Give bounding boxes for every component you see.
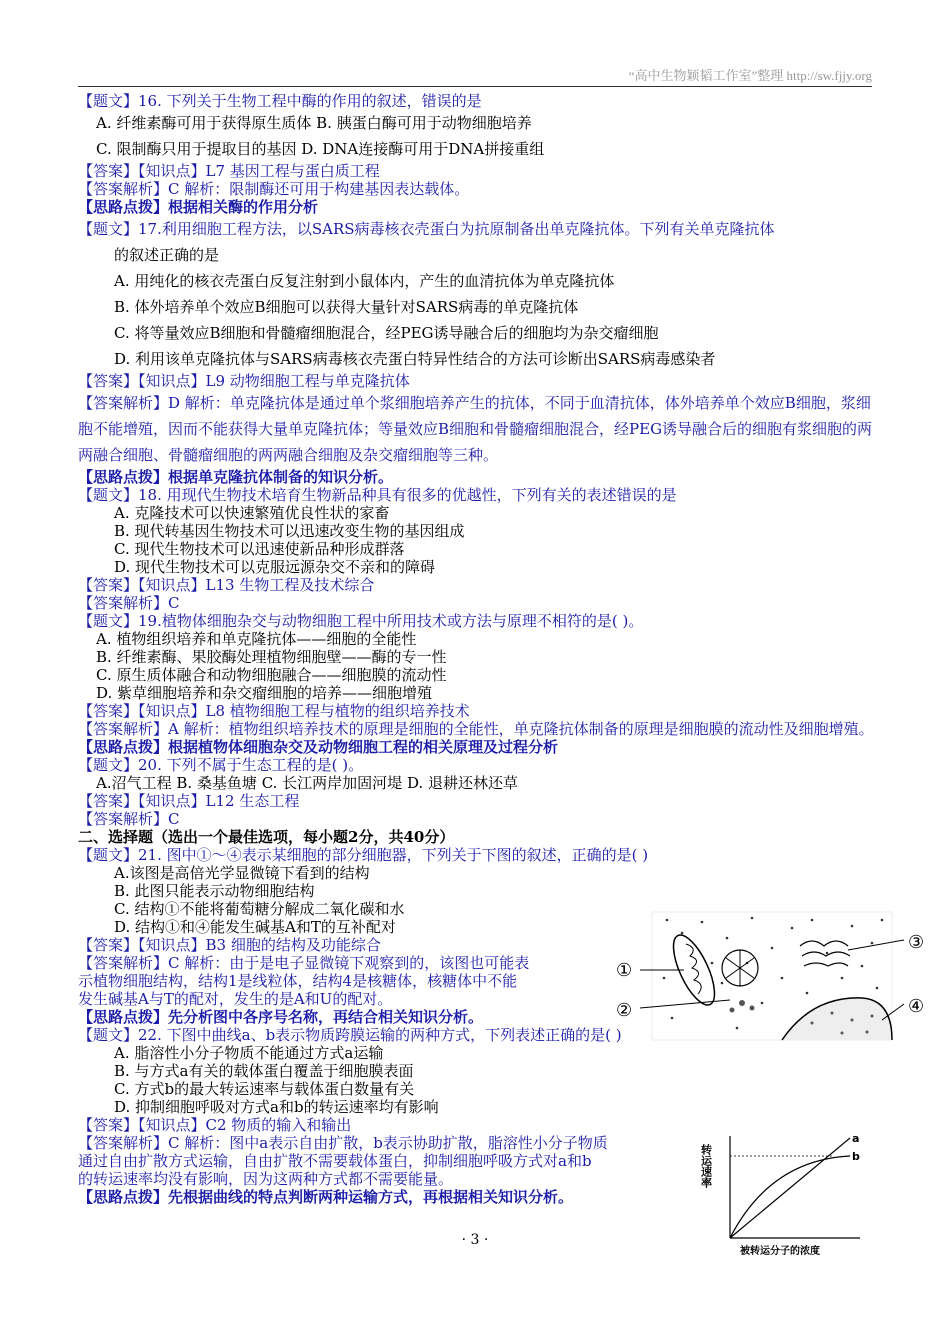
label-2: ② <box>616 1000 633 1021</box>
text-line: A.沼气工程 B. 桑基鱼塘 C. 长江两岸加固河堤 D. 退耕还林还草 <box>96 774 518 792</box>
text-line: 【答案解析】C <box>78 594 180 612</box>
text-line: A. 植物组织培养和单克隆抗体——细胞的全能性 <box>96 630 417 648</box>
text-line: C. 现代生物技术可以迅速使新品种形成群落 <box>114 540 405 558</box>
text-line: D. 现代生物技术可以克服远源杂交不亲和的障碍 <box>114 558 436 576</box>
text-line: 【答案】【知识点】L7 基因工程与蛋白质工程 <box>78 162 380 180</box>
text-line: 【答案解析】C <box>78 810 180 828</box>
text-line: B. 与方式a有关的载体蛋白覆盖于细胞膜表面 <box>114 1062 414 1080</box>
text-line: 【题文】18. 用现代生物技术培育生物新品种具有很多的优越性，下列有关的表述错误的是 <box>78 486 677 504</box>
text-line: C. 方式b的最大转运速率与载体蛋白数量有关 <box>114 1080 415 1098</box>
text-line: 示植物细胞结构，结构1是线粒体，结构4是核糖体，核糖体中不能 <box>78 972 518 990</box>
text-line: 【思路点拨】根据植物体细胞杂交及动物细胞工程的相关原理及过程分析 <box>78 738 559 756</box>
x-axis-label: 被转运分子的浓度 <box>740 1246 820 1257</box>
label-1: ① <box>616 960 633 981</box>
text-line: A.该图是高倍光学显微镜下看到的结构 <box>114 864 370 882</box>
text-line: D. 利用该单克隆抗体与SARS病毒核衣壳蛋白特异性结合的方法可诊断出SARS病毒感染者 <box>114 350 716 368</box>
text-line: B. 现代转基因生物技术可以迅速改变生物的基因组成 <box>114 522 465 540</box>
text-line: B. 纤维素酶、果胶酶处理植物细胞壁——酶的专一性 <box>96 648 447 666</box>
text-line: 【答案】【知识点】C2 物质的输入和输出 <box>78 1116 352 1134</box>
text-line: 【答案解析】D 解析：单克隆抗体是通过单个浆细胞培养产生的抗体，不同于血清抗体，体外培养单个效应B细胞，浆细胞不能增殖，因而不能获得大量单克隆抗体；等量效应B细胞和骨髓瘤细胞混合，经PEG诱导融合后的细胞有浆细胞的两两融合细胞、骨髓瘤细胞的两两融合细胞及杂交瘤细胞等三种。 <box>78 394 873 464</box>
text-line: 【答案】【知识点】L9 动物细胞工程与单克隆抗体 <box>78 372 410 390</box>
text-line: C. 将等量效应B细胞和骨髓瘤细胞混合，经PEG诱导融合后的细胞均为杂交瘤细胞 <box>114 324 659 342</box>
cell-organelle-figure <box>612 908 932 1044</box>
text-line: 【题文】17.利用细胞工程方法，以SARS病毒核衣壳蛋白为抗原制备出单克隆抗体。下列有关单克隆抗体 <box>78 220 775 238</box>
text-line: 【题文】20. 下列不属于生态工程的是( )。 <box>78 756 364 774</box>
text-line: 【答案解析】C 解析：由于是电子显微镜下观察到的，该图也可能表 <box>78 954 530 972</box>
text-line: 的叙述正确的是 <box>114 246 220 264</box>
text-line: 【题文】19.植物体细胞杂交与动物细胞工程中所用技术或方法与原理不相符的是( )。 <box>78 612 644 630</box>
text-line: 的转运速率均没有影响，因为这两种方式都不需要能量。 <box>78 1170 454 1188</box>
text-line: C. 限制酶只用于提取目的基因 D. DNA连接酶可用于DNA拼接重组 <box>96 140 545 158</box>
curve-a <box>730 1138 850 1238</box>
text-line: 【答案】【知识点】B3 细胞的结构及功能综合 <box>78 936 381 954</box>
text-line: 【答案】【知识点】L13 生物工程及技术综合 <box>78 576 375 594</box>
text-line: 【答案】【知识点】L12 生态工程 <box>78 792 300 810</box>
page-number: · 3 · <box>461 1232 489 1248</box>
text-line: D. 紫草细胞培养和杂交瘤细胞的培养——细胞增殖 <box>96 684 433 702</box>
text-line: 【答案解析】C 解析：限制酶还可用于构建基因表达载体。 <box>78 180 470 198</box>
text-line: 【思路点拨】先根据曲线的特点判断两种运输方式，再根据相关知识分析。 <box>78 1188 574 1206</box>
text-line: 通过自由扩散方式运输，自由扩散不需要载体蛋白，抑制细胞呼吸方式对a和b <box>78 1152 592 1170</box>
label-4: ④ <box>908 996 925 1017</box>
text-line: B. 此图只能表示动物细胞结构 <box>114 882 315 900</box>
text-line: 【题文】21. 图中①～④表示某细胞的部分细胞器，下列关于下图的叙述，正确的是( ) <box>78 846 649 864</box>
text-line: B. 体外培养单个效应B细胞可以获得大量针对SARS病毒的单克隆抗体 <box>114 298 579 316</box>
text-line: 发生碱基A与T的配对，发生的是A和U的配对。 <box>78 990 393 1008</box>
text-line: 【题文】16. 下列关于生物工程中酶的作用的叙述，错误的是 <box>78 92 482 110</box>
page-header: “高中生物颖韬工作室”整理 http://sw.fjjy.org <box>628 68 872 83</box>
text-line: 二、选择题（选出一个最佳选项，每小题2分，共40分） <box>78 828 455 846</box>
text-line: D. 结构①和④能发生碱基A和T的互补配对 <box>114 918 396 936</box>
curve-a-label: a <box>852 1132 860 1145</box>
text-line: C. 结构①不能将葡萄糖分解成二氧化碳和水 <box>114 900 405 918</box>
text-line: D. 抑制细胞呼吸对方式a和b的转运速率均有影响 <box>114 1098 439 1116</box>
text-line: A. 用纯化的核衣壳蛋白反复注射到小鼠体内，产生的血清抗体为单克隆抗体 <box>114 272 615 290</box>
curve-b-label: b <box>852 1150 860 1163</box>
text-line: A. 脂溶性小分子物质不能通过方式a运输 <box>114 1044 384 1062</box>
header-rule <box>78 86 872 87</box>
text-line: A. 纤维素酶可用于获得原生质体 B. 胰蛋白酶可用于动物细胞培养 <box>96 114 532 132</box>
text-line: 【题文】22. 下图中曲线a、b表示物质跨膜运输的两种方式，下列表述正确的是( ) <box>78 1026 622 1044</box>
text-line: 【答案解析】C 解析：图中a表示自由扩散，b表示协助扩散，脂溶性小分子物质 <box>78 1134 608 1152</box>
text-line: 【思路点拨】根据相关酶的作用分析 <box>78 198 319 216</box>
curve-b <box>730 1156 850 1238</box>
y-axis-label: 转运速率 <box>700 1144 713 1188</box>
text-line: 【思路点拨】根据单克隆抗体制备的知识分析。 <box>78 468 394 486</box>
text-line: C. 原生质体融合和动物细胞融合——细胞膜的流动性 <box>96 666 447 684</box>
text-line: 【思路点拨】先分析图中各序号名称，再结合相关知识分析。 <box>78 1008 484 1026</box>
text-line: 【答案】【知识点】L8 植物细胞工程与植物的组织培养技术 <box>78 702 470 720</box>
text-line: A. 克隆技术可以快速繁殖优良性状的家畜 <box>114 504 390 522</box>
label-3: ③ <box>908 932 925 953</box>
text-line: 【答案解析】A 解析：植物组织培养技术的原理是细胞的全能性，单克隆抗体制备的原理是细胞膜的流动性及细胞增殖。 <box>78 720 874 738</box>
